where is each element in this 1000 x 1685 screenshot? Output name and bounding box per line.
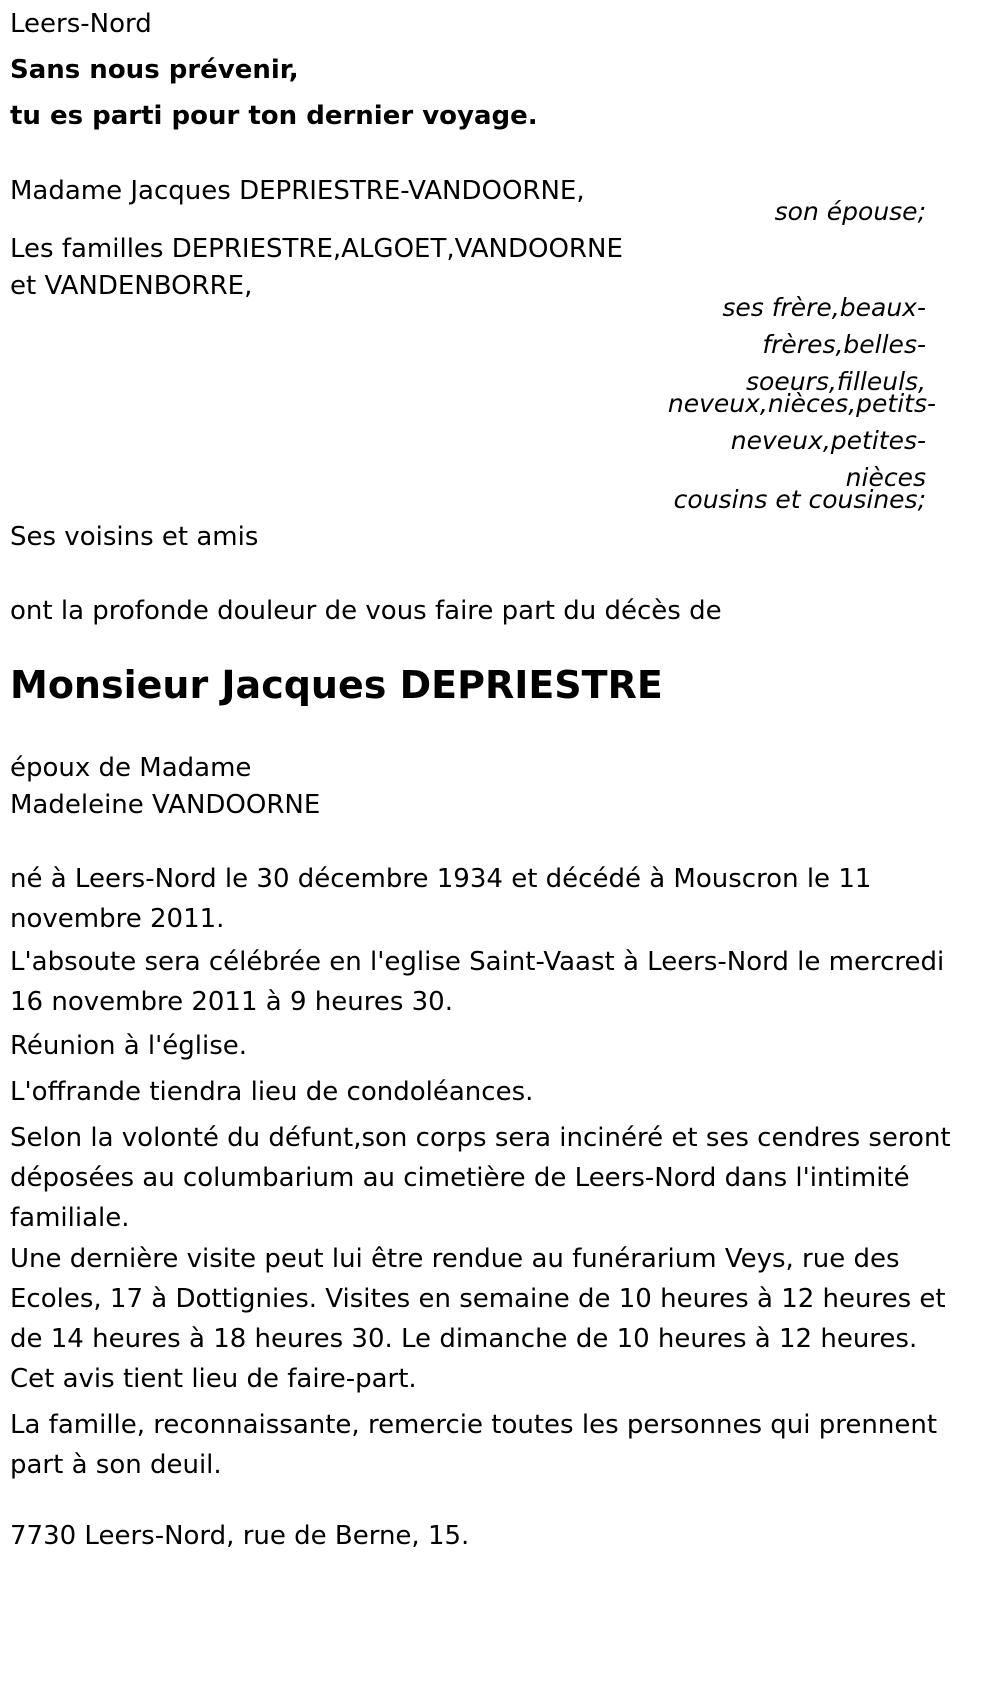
families-line-1: Les familles DEPRIESTRE,ALGOET,VANDOORNE: [10, 234, 623, 264]
announcement-line: ont la profonde douleur de vous faire part du décès de: [10, 596, 722, 626]
verse-line-2: tu es parti pour ton dernier voyage.: [10, 101, 538, 131]
detail-paragraph-thanks: La famille, reconnaissante, remercie toutes les personnes qui prennent part à son deuil.: [10, 1410, 938, 1480]
families-relation-line: neveux,petites-: [730, 426, 926, 455]
verse-line-1: Sans nous prévenir,: [10, 55, 299, 85]
families-relation-line: soeurs,filleuls,: [746, 367, 926, 396]
families-line-2: et VANDENBORRE,: [10, 271, 253, 301]
place-heading: Leers-Nord: [10, 9, 152, 39]
detail-paragraph-birth-death: né à Leers-Nord le 30 décembre 1934 et décédé à Mouscron le 11 novembre 2011.: [10, 864, 872, 934]
spouse-relation: son épouse;: [774, 197, 926, 226]
detail-paragraph-meeting: Réunion à l'église.: [10, 1031, 248, 1061]
families-relation-line: cousins et cousines;: [673, 485, 926, 514]
detail-paragraph-visit: Une dernière visite peut lui être rendue au funérarium Veys, rue des Ecoles, 17 à Dottignies. Visites en semaine de 10 heures à 12 heures et de 14 heures à 18 heures 30. Le dimanche de 10 heures à 12 heures.: [10, 1244, 946, 1354]
families-relation-line: nièces: [845, 463, 926, 492]
detail-paragraph-notice: Cet avis tient lieu de faire-part.: [10, 1364, 417, 1394]
deceased-name: Monsieur Jacques DEPRIESTRE: [10, 663, 663, 707]
detail-paragraph-cremation: Selon la volonté du défunt,son corps sera incinéré et ses cendres seront déposées au columbarium au cimetière de Leers-Nord dans l'intimité familiale.: [10, 1123, 951, 1233]
detail-paragraph-offering: L'offrande tiendra lieu de condoléances.: [10, 1077, 534, 1107]
spouse-name: Madame Jacques DEPRIESTRE-VANDOORNE,: [10, 176, 585, 206]
deceased-spouse-line-2: Madeleine VANDOORNE: [10, 790, 321, 820]
neighbours-line: Ses voisins et amis: [10, 522, 259, 552]
families-relation-line: ses frère,beaux-: [722, 293, 926, 322]
detail-paragraph-ceremony: L'absoute sera célébrée en l'eglise Saint-Vaast à Leers-Nord le mercredi 16 novembre 2011 à 9 heures 30.: [10, 947, 945, 1017]
families-relation-line: neveux,nièces,petits-: [667, 389, 936, 418]
family-address: 7730 Leers-Nord, rue de Berne, 15.: [10, 1521, 470, 1551]
deceased-spouse-line-1: époux de Madame: [10, 753, 252, 783]
families-relation-line: frères,belles-: [762, 330, 926, 359]
